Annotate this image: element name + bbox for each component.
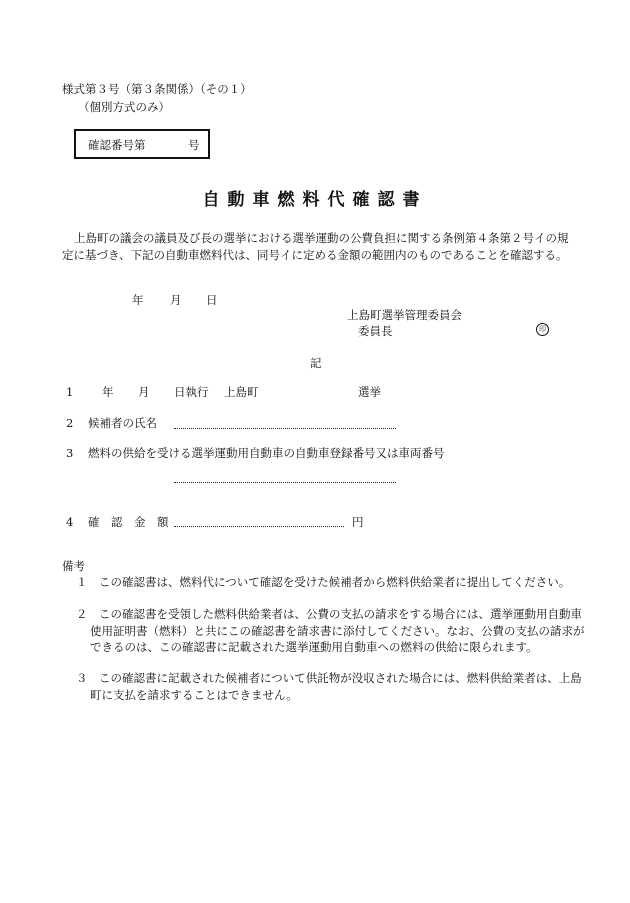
notes-heading: 備考 — [62, 559, 85, 573]
document-title: 自動車燃料代確認書 — [202, 190, 428, 210]
issuer-title: 委員長 — [358, 324, 393, 338]
item4-unit: 円 — [352, 515, 364, 529]
note-item-3: ３ この確認書に記載された候補者について供託物が没収された場合には、燃料供給業者は、上島町に支払を請求することはできません。 — [76, 671, 582, 702]
note-item-2: ２ この確認書を受領した燃料供給業者は、公費の支払の請求をする場合には、選挙運動用自動車使用証明書（燃料）と共にこの確認書を請求書に添付してください。なお、公費の支払の請求ができるのは、この確認書に記載された選挙運動用自動車への燃料の供給に限られます。 — [76, 607, 585, 655]
item2-dotted-line — [174, 428, 396, 429]
date-year: 年 — [132, 293, 144, 307]
item2-number: 2 — [66, 416, 74, 430]
item3-dotted-line — [174, 482, 396, 483]
form-subtitle: （個別方式のみ） — [78, 100, 170, 114]
item3-label: 燃料の供給を受ける選挙運動用自動車の自動車登録番号又は車両番号 — [88, 446, 445, 460]
seal-mark: 印 — [536, 323, 549, 336]
date-month: 月 — [170, 293, 182, 307]
item1-month: 月 — [138, 385, 150, 399]
confirmation-number-prefix: 確認番号第 — [88, 138, 146, 152]
note-item-1: １ この確認書は、燃料代について確認を受けた候補者から燃料供給業者に提出してください。 — [76, 575, 571, 589]
item2-label: 候補者の氏名 — [88, 416, 157, 430]
item1-number: 1 — [66, 385, 74, 399]
confirmation-number-suffix: 号 — [188, 138, 200, 152]
body-text: 上島町の議会の議員及び長の選挙における選挙運動の公費負担に関する条例第４条第２号イの規定に基づき、下記の自動車燃料代は、同号イに定める金額の範囲内のものであることを確認する。 — [62, 231, 569, 262]
item1-day-exec: 日執行 — [174, 385, 209, 399]
item3-number: 3 — [66, 446, 74, 460]
ki-marker: 記 — [310, 356, 322, 370]
item4-label: 確 認 金 額 — [88, 515, 169, 529]
item4-number: 4 — [66, 515, 74, 529]
item1-election: 選挙 — [358, 385, 381, 399]
item1-town: 上島町 — [224, 385, 259, 399]
form-number: 様式第３号（第３条関係）（その１） — [62, 82, 252, 96]
item1-year: 年 — [102, 385, 114, 399]
date-day: 日 — [206, 293, 218, 307]
issuer-organization: 上島町選挙管理委員会 — [347, 308, 462, 322]
item4-dotted-line — [174, 526, 344, 527]
confirmation-number-box — [74, 129, 210, 159]
